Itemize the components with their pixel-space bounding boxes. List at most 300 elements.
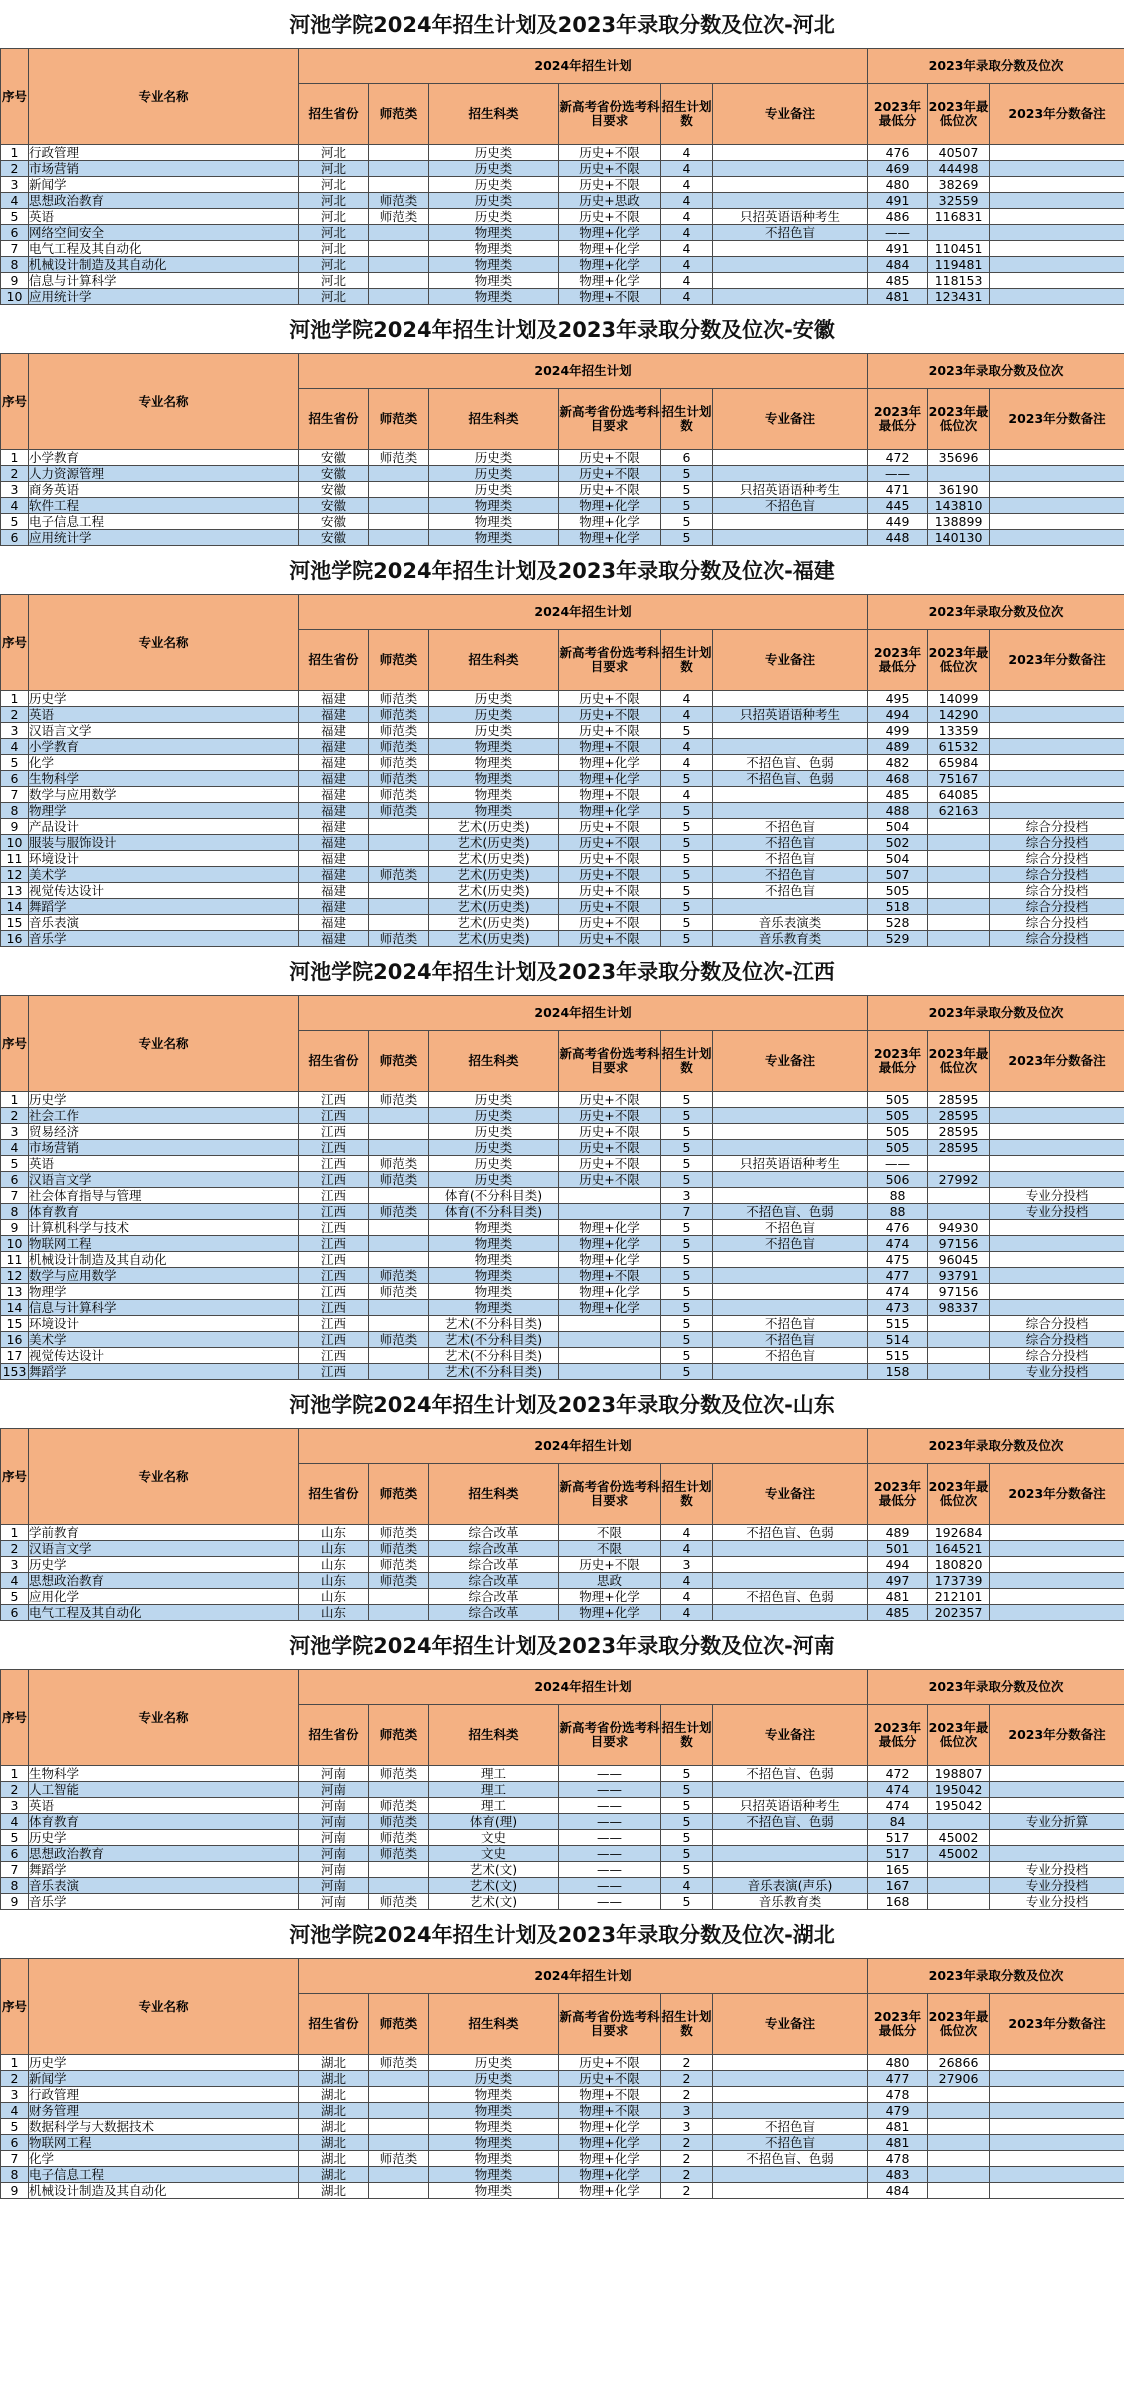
score-remark — [990, 1525, 1124, 1541]
subject-requirement: 历史+不限 — [559, 835, 661, 851]
subject-requirement: 物理+化学 — [559, 803, 661, 819]
province: 福建 — [299, 819, 369, 835]
normal-type: 师范类 — [369, 1204, 429, 1220]
major-name: 商务英语 — [29, 482, 299, 498]
header-province: 招生省份 — [299, 1994, 369, 2055]
normal-type — [369, 257, 429, 273]
normal-type — [369, 2119, 429, 2135]
min-score: 505 — [868, 1140, 928, 1156]
score-remark — [990, 2119, 1124, 2135]
major-remark: 不招色盲 — [713, 1332, 868, 1348]
province: 江西 — [299, 1300, 369, 1316]
subject-category: 艺术(历史类) — [429, 883, 559, 899]
header-category: 招生科类 — [429, 1705, 559, 1766]
header-subject-requirement: 新高考省份选考科目要求 — [559, 630, 661, 691]
subject-category: 物理类 — [429, 1268, 559, 1284]
normal-type: 师范类 — [369, 1525, 429, 1541]
min-score: 480 — [868, 2055, 928, 2071]
major-remark — [713, 1252, 868, 1268]
subject-requirement — [559, 1364, 661, 1380]
header-category: 招生科类 — [429, 1994, 559, 2055]
header-normal: 师范类 — [369, 1031, 429, 1092]
table-row — [1, 1092, 1124, 1108]
min-score: 505 — [868, 1124, 928, 1140]
province: 河北 — [299, 289, 369, 305]
major-name: 行政管理 — [29, 2087, 299, 2103]
major-remark — [713, 289, 868, 305]
min-score: 478 — [868, 2087, 928, 2103]
major-remark: 不招色盲、色弱 — [713, 755, 868, 771]
header-score-group: 2023年录取分数及位次 — [868, 996, 1124, 1031]
seq: 2 — [1, 707, 29, 723]
subject-requirement: 不限 — [559, 1541, 661, 1557]
seq: 1 — [1, 1525, 29, 1541]
min-rank — [928, 2103, 990, 2119]
province: 安徽 — [299, 482, 369, 498]
province: 湖北 — [299, 2167, 369, 2183]
subject-requirement: —— — [559, 1878, 661, 1894]
major-name: 机械设计制造及其自动化 — [29, 1252, 299, 1268]
seq: 9 — [1, 2183, 29, 2199]
major-remark — [713, 193, 868, 209]
min-rank: 123431 — [928, 289, 990, 305]
score-remark — [990, 1573, 1124, 1589]
major-name: 产品设计 — [29, 819, 299, 835]
table-row — [1, 2087, 1124, 2103]
plan-count: 3 — [661, 1188, 713, 1204]
subject-category: 物理类 — [429, 771, 559, 787]
min-score: 168 — [868, 1894, 928, 1910]
province: 江西 — [299, 1156, 369, 1172]
major-name: 计算机科学与技术 — [29, 1220, 299, 1236]
normal-type: 师范类 — [369, 2055, 429, 2071]
score-remark — [990, 482, 1124, 498]
subject-category: 历史类 — [429, 1172, 559, 1188]
min-score: 471 — [868, 482, 928, 498]
subject-requirement: 物理+化学 — [559, 2183, 661, 2199]
seq: 4 — [1, 193, 29, 209]
subject-requirement: 物理+化学 — [559, 2167, 661, 2183]
score-remark: 综合分投档 — [990, 915, 1124, 931]
province: 江西 — [299, 1268, 369, 1284]
header-major: 专业名称 — [29, 1670, 299, 1766]
score-remark — [990, 2087, 1124, 2103]
province: 安徽 — [299, 450, 369, 466]
table-row — [1, 883, 1124, 899]
min-rank — [928, 1878, 990, 1894]
min-rank: 173739 — [928, 1573, 990, 1589]
subject-requirement: 历史+不限 — [559, 899, 661, 915]
seq: 6 — [1, 225, 29, 241]
subject-category: 艺术(历史类) — [429, 851, 559, 867]
min-rank: 28595 — [928, 1124, 990, 1140]
min-score: 476 — [868, 1220, 928, 1236]
score-remark: 专业分投档 — [990, 1894, 1124, 1910]
normal-type — [369, 1220, 429, 1236]
seq: 3 — [1, 1798, 29, 1814]
subject-category: 物理类 — [429, 273, 559, 289]
subject-category: 艺术(不分科目类) — [429, 1348, 559, 1364]
table-row — [1, 1172, 1124, 1188]
plan-count: 5 — [661, 498, 713, 514]
table-row — [1, 1782, 1124, 1798]
table-row — [1, 2167, 1124, 2183]
seq: 4 — [1, 739, 29, 755]
normal-type: 师范类 — [369, 209, 429, 225]
subject-category: 物理类 — [429, 1252, 559, 1268]
score-remark — [990, 1140, 1124, 1156]
subject-requirement: 历史+思政 — [559, 193, 661, 209]
score-remark — [990, 1236, 1124, 1252]
plan-count: 5 — [661, 1766, 713, 1782]
seq: 12 — [1, 1268, 29, 1284]
normal-type — [369, 177, 429, 193]
subject-requirement: 历史+不限 — [559, 177, 661, 193]
table-row — [1, 1814, 1124, 1830]
subject-category: 历史类 — [429, 1140, 559, 1156]
normal-type: 师范类 — [369, 1894, 429, 1910]
seq: 3 — [1, 177, 29, 193]
major-remark: 只招英语语种考生 — [713, 707, 868, 723]
normal-type — [369, 145, 429, 161]
seq: 10 — [1, 1236, 29, 1252]
table-row — [1, 1140, 1124, 1156]
table-row — [1, 1236, 1124, 1252]
score-remark — [990, 209, 1124, 225]
table-row — [1, 257, 1124, 273]
subject-requirement: 历史+不限 — [559, 1092, 661, 1108]
normal-type: 师范类 — [369, 1284, 429, 1300]
subject-requirement — [559, 1332, 661, 1348]
min-rank: 27906 — [928, 2071, 990, 2087]
subject-category: 综合改革 — [429, 1605, 559, 1621]
subject-category: 物理类 — [429, 2151, 559, 2167]
header-province: 招生省份 — [299, 630, 369, 691]
table-row — [1, 1332, 1124, 1348]
normal-type — [369, 289, 429, 305]
normal-type — [369, 225, 429, 241]
normal-type — [369, 1140, 429, 1156]
province: 福建 — [299, 707, 369, 723]
table-row — [1, 1878, 1124, 1894]
province: 福建 — [299, 691, 369, 707]
major-name: 数学与应用数学 — [29, 787, 299, 803]
score-remark: 综合分投档 — [990, 1332, 1124, 1348]
plan-count: 3 — [661, 1557, 713, 1573]
score-remark: 综合分投档 — [990, 835, 1124, 851]
province: 河北 — [299, 177, 369, 193]
subject-category: 历史类 — [429, 209, 559, 225]
seq: 5 — [1, 514, 29, 530]
subject-requirement: 物理+化学 — [559, 1300, 661, 1316]
plan-count: 4 — [661, 739, 713, 755]
score-remark — [990, 2055, 1124, 2071]
major-remark — [713, 1573, 868, 1589]
subject-requirement: 历史+不限 — [559, 1108, 661, 1124]
province: 江西 — [299, 1220, 369, 1236]
plan-count: 4 — [661, 1525, 713, 1541]
subject-requirement: 历史+不限 — [559, 1172, 661, 1188]
header-major: 专业名称 — [29, 996, 299, 1092]
province: 江西 — [299, 1316, 369, 1332]
major-name: 新闻学 — [29, 2071, 299, 2087]
major-name: 数学与应用数学 — [29, 1268, 299, 1284]
major-remark: 不招色盲 — [713, 1236, 868, 1252]
plan-count: 5 — [661, 1220, 713, 1236]
province: 福建 — [299, 899, 369, 915]
table-row — [1, 739, 1124, 755]
normal-type — [369, 161, 429, 177]
seq: 4 — [1, 1140, 29, 1156]
header-plan-group: 2024年招生计划 — [299, 1670, 868, 1705]
score-remark — [990, 2183, 1124, 2199]
min-score: 495 — [868, 691, 928, 707]
header-min-score: 2023年最低分 — [868, 1705, 928, 1766]
major-remark: 只招英语语种考生 — [713, 482, 868, 498]
header-plan-group: 2024年招生计划 — [299, 49, 868, 84]
plan-count: 5 — [661, 1284, 713, 1300]
seq: 8 — [1, 257, 29, 273]
plan-count: 5 — [661, 819, 713, 835]
min-score: 505 — [868, 1108, 928, 1124]
seq: 13 — [1, 1284, 29, 1300]
subject-category: 历史类 — [429, 2055, 559, 2071]
seq: 1 — [1, 1092, 29, 1108]
score-remark: 专业分投档 — [990, 1188, 1124, 1204]
table-row — [1, 482, 1124, 498]
table-row — [1, 145, 1124, 161]
major-remark — [713, 145, 868, 161]
min-rank: 28595 — [928, 1092, 990, 1108]
province: 福建 — [299, 835, 369, 851]
score-remark — [990, 514, 1124, 530]
normal-type — [369, 1236, 429, 1252]
subject-requirement: 物理+化学 — [559, 755, 661, 771]
plan-count: 5 — [661, 1156, 713, 1172]
min-rank: 27992 — [928, 1172, 990, 1188]
subject-requirement: 历史+不限 — [559, 691, 661, 707]
normal-type — [369, 2103, 429, 2119]
table-row — [1, 2119, 1124, 2135]
subject-category: 物理类 — [429, 1236, 559, 1252]
major-name: 服装与服饰设计 — [29, 835, 299, 851]
major-remark — [713, 723, 868, 739]
normal-type: 师范类 — [369, 1766, 429, 1782]
subject-requirement: —— — [559, 1830, 661, 1846]
subject-category: 物理类 — [429, 241, 559, 257]
min-score: 472 — [868, 1766, 928, 1782]
major-remark — [713, 514, 868, 530]
header-min-rank: 2023年最低位次 — [928, 1705, 990, 1766]
min-score: 481 — [868, 2135, 928, 2151]
subject-category: 物理类 — [429, 2103, 559, 2119]
subject-requirement: 历史+不限 — [559, 867, 661, 883]
min-rank: 195042 — [928, 1782, 990, 1798]
min-score: 515 — [868, 1348, 928, 1364]
header-major: 专业名称 — [29, 354, 299, 450]
major-name: 学前教育 — [29, 1525, 299, 1541]
score-remark — [990, 787, 1124, 803]
major-remark — [713, 2183, 868, 2199]
major-name: 汉语言文学 — [29, 1541, 299, 1557]
plan-count: 5 — [661, 1782, 713, 1798]
table-row — [1, 819, 1124, 835]
normal-type: 师范类 — [369, 1814, 429, 1830]
min-score: 515 — [868, 1316, 928, 1332]
min-score: 480 — [868, 177, 928, 193]
province: 河南 — [299, 1862, 369, 1878]
header-min-score: 2023年最低分 — [868, 1031, 928, 1092]
major-name: 美术学 — [29, 1332, 299, 1348]
major-name: 汉语言文学 — [29, 1172, 299, 1188]
subject-requirement: —— — [559, 1766, 661, 1782]
plan-count: 4 — [661, 209, 713, 225]
major-remark — [713, 1300, 868, 1316]
normal-type — [369, 241, 429, 257]
major-name: 英语 — [29, 209, 299, 225]
min-rank: 14099 — [928, 691, 990, 707]
score-remark — [990, 2103, 1124, 2119]
province: 福建 — [299, 931, 369, 947]
seq: 2 — [1, 2071, 29, 2087]
min-score: 484 — [868, 2183, 928, 2199]
province: 湖北 — [299, 2183, 369, 2199]
table-row — [1, 514, 1124, 530]
plan-count: 6 — [661, 450, 713, 466]
major-remark — [713, 2103, 868, 2119]
province: 河北 — [299, 193, 369, 209]
plan-count: 2 — [661, 2167, 713, 2183]
normal-type: 师范类 — [369, 1830, 429, 1846]
seq: 7 — [1, 1188, 29, 1204]
score-remark — [990, 755, 1124, 771]
min-score: 502 — [868, 835, 928, 851]
major-remark — [713, 1108, 868, 1124]
table-row — [1, 466, 1124, 482]
score-remark — [990, 177, 1124, 193]
min-score: 478 — [868, 2151, 928, 2167]
plan-count: 4 — [661, 225, 713, 241]
score-remark — [990, 1108, 1124, 1124]
subject-requirement — [559, 1348, 661, 1364]
province: 福建 — [299, 739, 369, 755]
min-rank: 164521 — [928, 1541, 990, 1557]
subject-category: 历史类 — [429, 1124, 559, 1140]
subject-requirement: 物理+化学 — [559, 498, 661, 514]
province: 江西 — [299, 1172, 369, 1188]
header-min-rank: 2023年最低位次 — [928, 1031, 990, 1092]
header-remark: 专业备注 — [713, 1464, 868, 1525]
min-score: —— — [868, 1156, 928, 1172]
table-row — [1, 2135, 1124, 2151]
score-remark — [990, 723, 1124, 739]
plan-count: 2 — [661, 2151, 713, 2167]
subject-category: 文史 — [429, 1830, 559, 1846]
major-name: 音乐学 — [29, 931, 299, 947]
header-score-remark: 2023年分数备注 — [990, 630, 1124, 691]
subject-category: 艺术(历史类) — [429, 915, 559, 931]
seq: 10 — [1, 835, 29, 851]
major-remark — [713, 257, 868, 273]
header-plan-group: 2024年招生计划 — [299, 1959, 868, 1994]
header-normal: 师范类 — [369, 84, 429, 145]
min-score: 165 — [868, 1862, 928, 1878]
table-row — [1, 1605, 1124, 1621]
header-seq: 序号 — [1, 1670, 29, 1766]
major-remark — [713, 530, 868, 546]
header-score-group: 2023年录取分数及位次 — [868, 595, 1124, 630]
seq: 3 — [1, 1124, 29, 1140]
min-score: 504 — [868, 851, 928, 867]
major-remark: 不招色盲 — [713, 498, 868, 514]
major-name: 英语 — [29, 1156, 299, 1172]
subject-requirement: 物理+不限 — [559, 2103, 661, 2119]
min-rank — [928, 1188, 990, 1204]
section-table — [0, 48, 1124, 305]
plan-count: 5 — [661, 1092, 713, 1108]
header-plan-group: 2024年招生计划 — [299, 595, 868, 630]
min-rank — [928, 1862, 990, 1878]
score-remark — [990, 707, 1124, 723]
subject-category: 历史类 — [429, 1108, 559, 1124]
major-name: 物理学 — [29, 1284, 299, 1300]
score-remark — [990, 1284, 1124, 1300]
plan-count: 5 — [661, 723, 713, 739]
subject-category: 物理类 — [429, 755, 559, 771]
table-row — [1, 209, 1124, 225]
province: 山东 — [299, 1605, 369, 1621]
subject-requirement — [559, 1204, 661, 1220]
score-remark: 综合分投档 — [990, 867, 1124, 883]
major-name: 历史学 — [29, 2055, 299, 2071]
subject-category: 综合改革 — [429, 1557, 559, 1573]
major-remark: 只招英语语种考生 — [713, 1156, 868, 1172]
min-score: 448 — [868, 530, 928, 546]
table-row — [1, 193, 1124, 209]
min-rank: 44498 — [928, 161, 990, 177]
subject-category: 物理类 — [429, 2183, 559, 2199]
header-min-rank: 2023年最低位次 — [928, 1464, 990, 1525]
subject-category: 物理类 — [429, 514, 559, 530]
major-remark: 不招色盲 — [713, 225, 868, 241]
min-rank — [928, 2135, 990, 2151]
province: 河北 — [299, 209, 369, 225]
table-row — [1, 787, 1124, 803]
normal-type — [369, 1364, 429, 1380]
header-subject-requirement: 新高考省份选考科目要求 — [559, 1464, 661, 1525]
seq: 11 — [1, 1252, 29, 1268]
plan-count: 5 — [661, 530, 713, 546]
score-remark — [990, 145, 1124, 161]
header-major: 专业名称 — [29, 1959, 299, 2055]
major-remark — [713, 161, 868, 177]
subject-requirement: 物理+化学 — [559, 1220, 661, 1236]
major-name: 机械设计制造及其自动化 — [29, 257, 299, 273]
min-score: 477 — [868, 1268, 928, 1284]
plan-count: 4 — [661, 691, 713, 707]
plan-count: 5 — [661, 466, 713, 482]
province: 江西 — [299, 1364, 369, 1380]
subject-requirement: 历史+不限 — [559, 2055, 661, 2071]
plan-count: 5 — [661, 915, 713, 931]
section-table — [0, 594, 1124, 947]
min-score: 485 — [868, 273, 928, 289]
normal-type — [369, 1878, 429, 1894]
seq: 13 — [1, 883, 29, 899]
header-subject-requirement: 新高考省份选考科目要求 — [559, 1705, 661, 1766]
subject-category: 综合改革 — [429, 1525, 559, 1541]
major-remark: 不招色盲、色弱 — [713, 1525, 868, 1541]
